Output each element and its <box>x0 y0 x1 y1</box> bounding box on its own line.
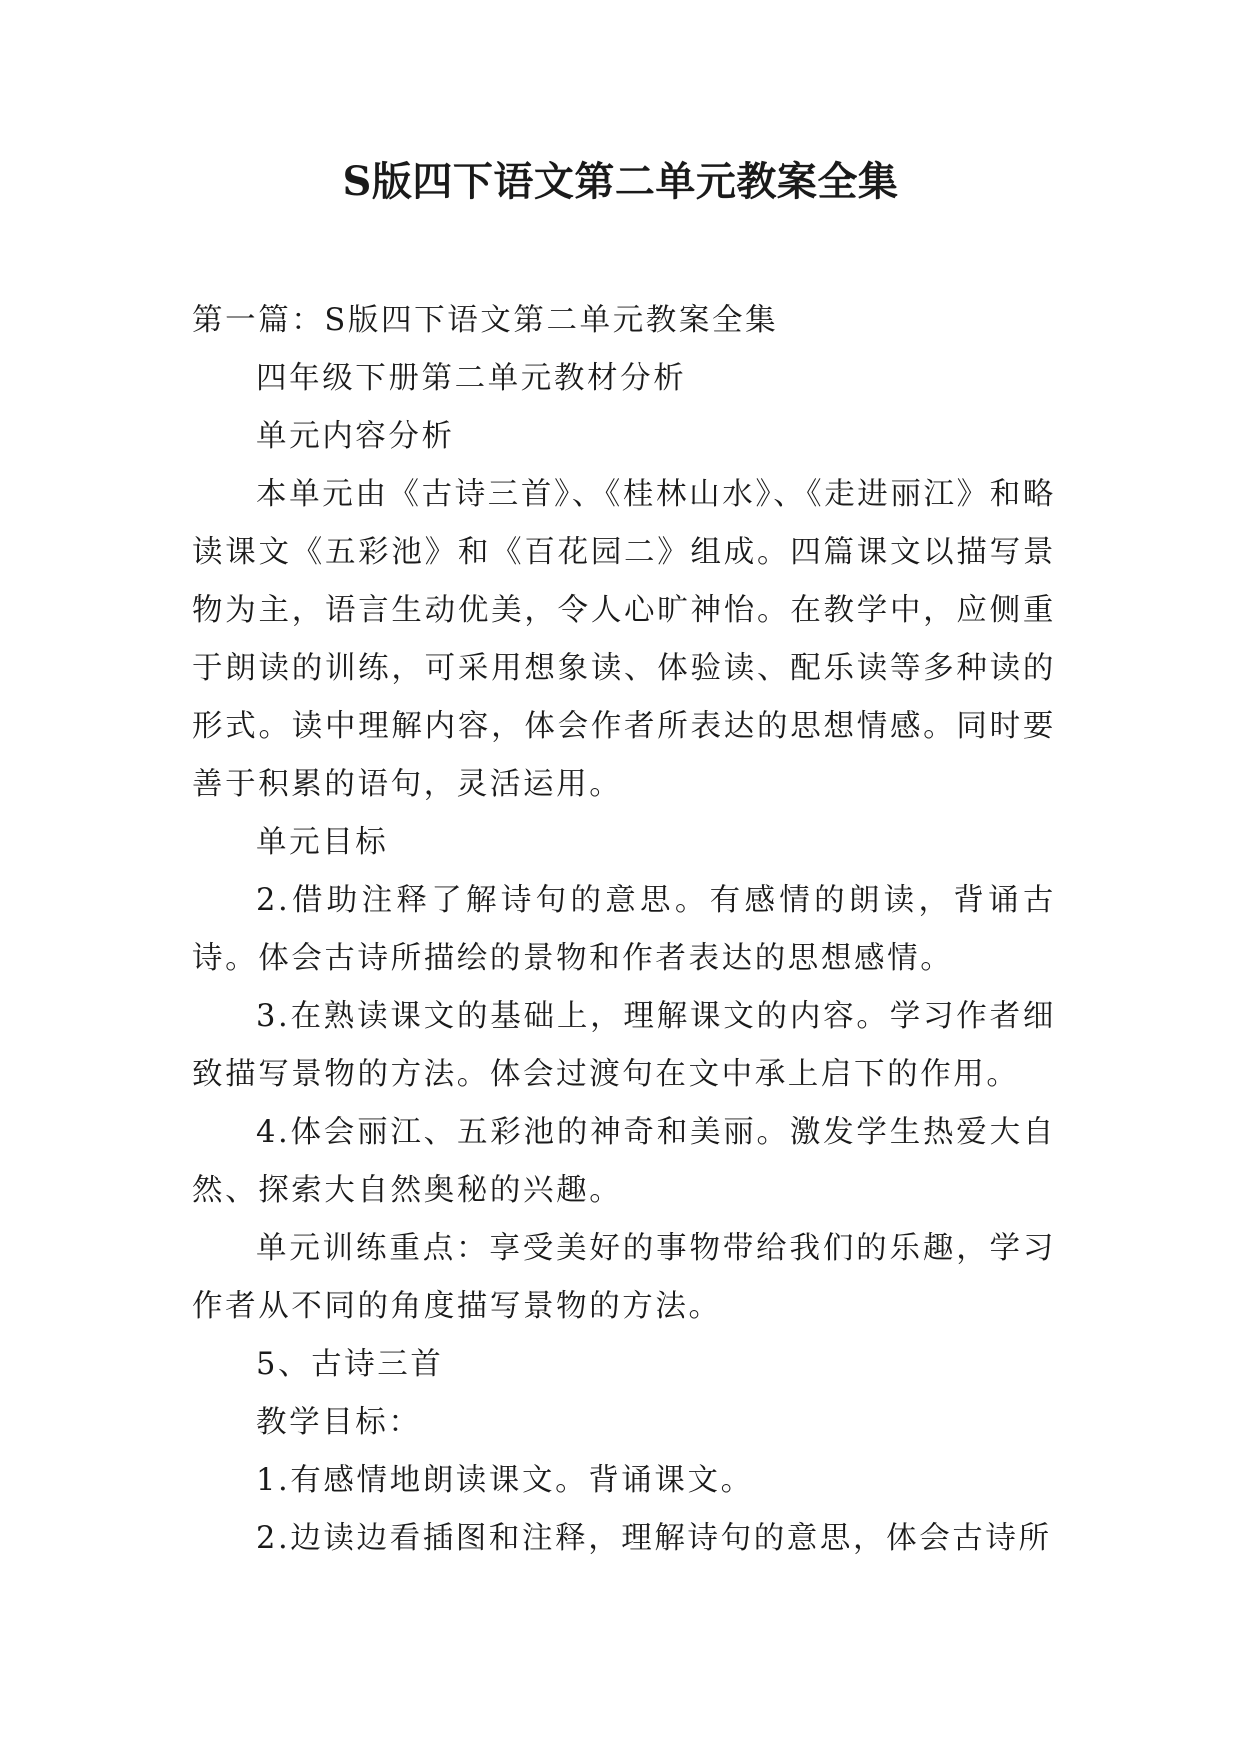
list-item: 4.体会丽江、五彩池的神奇和美丽。激发学生热爱大自然、探索大自然奥秘的兴趣。 <box>192 1115 1056 1208</box>
body-paragraph: 本单元由《古诗三首》、《桂林山水》、《走进丽江》和略读课文《五彩池》和《百花园二》组成。四篇课文以描写景物为主，语言生动优美，令人心旷神怡。在教学中，应侧重于朗读的训练，可采用想象读、体验读、配乐读等多种读的形式。读中理解内容，体会作者所表达的思想情感。同时要善于积累的语句，灵活运用。 <box>192 477 1056 802</box>
list-item: 1.有感情地朗读课文。背诵课文。 <box>256 1463 754 1498</box>
section-heading: 第一篇：S版四下语文第二单元教案全集 <box>192 303 779 338</box>
list-item: 3.在熟读课文的基础上，理解课文的内容。学习作者细致描写景物的方法。体会过渡句在文中承上启下的作用。 <box>192 999 1056 1092</box>
subheading: 教学目标： <box>256 1405 422 1440</box>
document-title: S版四下语文第二单元教案全集 <box>342 158 899 205</box>
list-item: 2.借助注释了解诗句的意思。有感情的朗读，背诵古诗。体会古诗所描绘的景物和作者表达的思想感情。 <box>192 883 1056 976</box>
document-body <box>192 292 1056 1568</box>
subheading: 5、古诗三首 <box>256 1347 444 1382</box>
subheading: 四年级下册第二单元教材分析 <box>256 361 687 396</box>
body-paragraph: 单元训练重点：享受美好的事物带给我们的乐趣，学习作者从不同的角度描写景物的方法。 <box>192 1231 1056 1324</box>
list-item: 2.边读边看插图和注释，理解诗句的意思，体会古诗所 <box>256 1521 1052 1556</box>
subheading: 单元内容分析 <box>256 419 455 454</box>
subheading: 单元目标 <box>256 825 389 860</box>
